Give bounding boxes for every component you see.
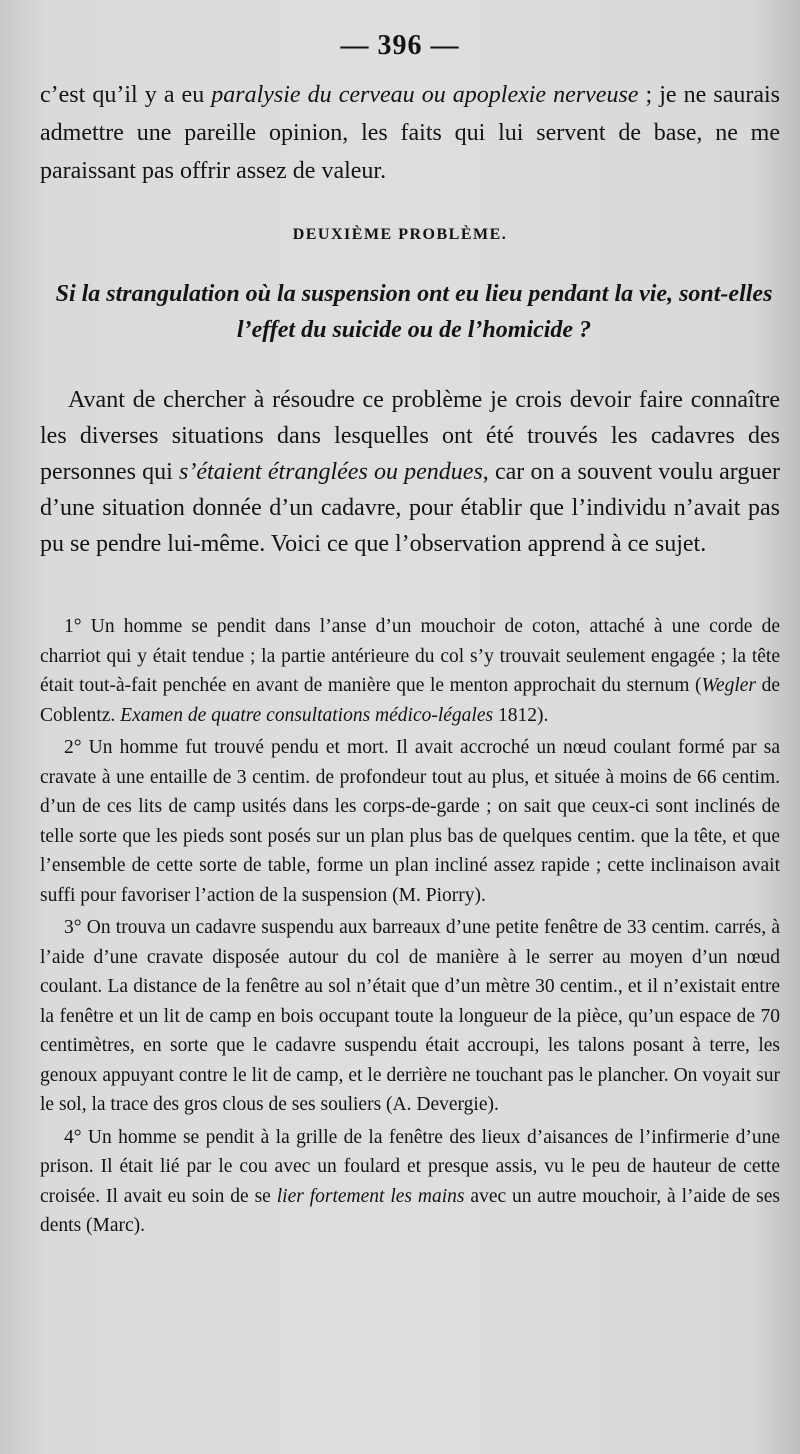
case-4-text: 4° Un homme se pendit à la grille de la fenêtre des lieux d’aisances de l’infirmerie d’une prison. Il était lié par le cou avec un foulard et presque assis, vu le peu de hauteur de cette croisée. Il avait eu soin de se [40,1126,780,1207]
case-1-text: 1° Un homme se pendit dans l’anse d’un mouchoir de coton, attaché à une corde de charriot qui y était tendue ; la partie antérieure du col s’y trouvait seulement engagée ; la tête était tout-à-fait penchée en avant de manière que le menton approchait du sternum ( [40,616,780,696]
body-paragraph [40,382,780,562]
intro-paragraph [40,76,780,190]
page-number: — 396 — [340,30,460,61]
case-1-end: 1812). [493,704,549,726]
case-4-italic: lier fortement les mains [276,1185,465,1207]
intro-italic: paralysie du cerveau ou apoplexie nerveuse [211,82,639,108]
section-heading: DEUXIÈME PROBLÈME. [292,226,508,243]
case-3: 3° On trouva un cadavre suspendu aux barreaux d’une petite fenêtre de 33 centim. carrés, à l’aide d’une cravate disposée autour du col de manière à le serrer au moyen d’un nœud coulant. La distance de la fenêtre au sol n’était que d’un mètre 30 centim., et il n’existait entre la fenêtre et un lit de camp en bois occupant toute la longueur de la pièce, qu’un espace de 70 centimètres, en sorte que le cadavre suspendu était accroupi, les talons posant à terre, les genoux appuyant contre le lit de camp, et le derrière ne touchant pas le plancher. On voyait sur le sol, la trace des gros clous de ses souliers (A. Devergie). [40,917,780,1115]
intro-text-start: c’est qu’il y a eu [40,82,212,108]
case-2: 2° Un homme fut trouvé pendu et mort. Il avait accroché un nœud coulant formé par sa cravate à une entaille de 3 centim. de profondeur tout au plus, et située à moins de 66 centim. d’un de ces lits de camp usités dans les corps-de-garde ; on sait que ceux-ci sont inclinés de telle sorte que les pieds sont posés sur un plan plus bas de quelques centim. que la tête, et que l’ensemble de cette sorte de table, forme un plan incliné assez rapide ; cette inclinaison avait suffi pour favoriser l’action de la suspension (M. Piorry). [40,737,780,906]
paragraph-italic: s’étaient étranglées ou pendues [179,459,483,485]
problem-question: Si la strangulation où la suspension ont eu lieu pendant la vie, sont-elles l’effet du suicide ou de l’homicide ? [55,281,773,343]
case-1-title: Examen de quatre consultations médico-légales [120,704,494,726]
case-1 [40,612,780,730]
case-list [40,612,780,1244]
paragraph-end: , car on a souvent voulu arguer d’une situation donnée d’un cadavre, pour établir que l’individu n’avait pas pu se pendre lui-même. Voici ce que l’observation apprend à ce sujet. [40,459,780,557]
intro-text-end: ; je ne saurais admettre une pareille opinion, les faits qui lui servent de base, ne me paraissant pas offrir assez de valeur. [40,82,780,184]
case-4 [40,1123,780,1241]
body-paragraph-text [40,382,780,562]
paragraph-start: Avant de chercher à résoudre ce problème je crois devoir faire connaître les diverses situations dans lesquelles ont été trouvés les cadavres des personnes qui [40,387,780,485]
case-4-end: avec un autre mouchoir, à l’aide de ses dents (Marc). [40,1185,780,1236]
case-1-mid: de Coblentz. [40,675,781,726]
case-1-author: Wegler [701,675,757,696]
